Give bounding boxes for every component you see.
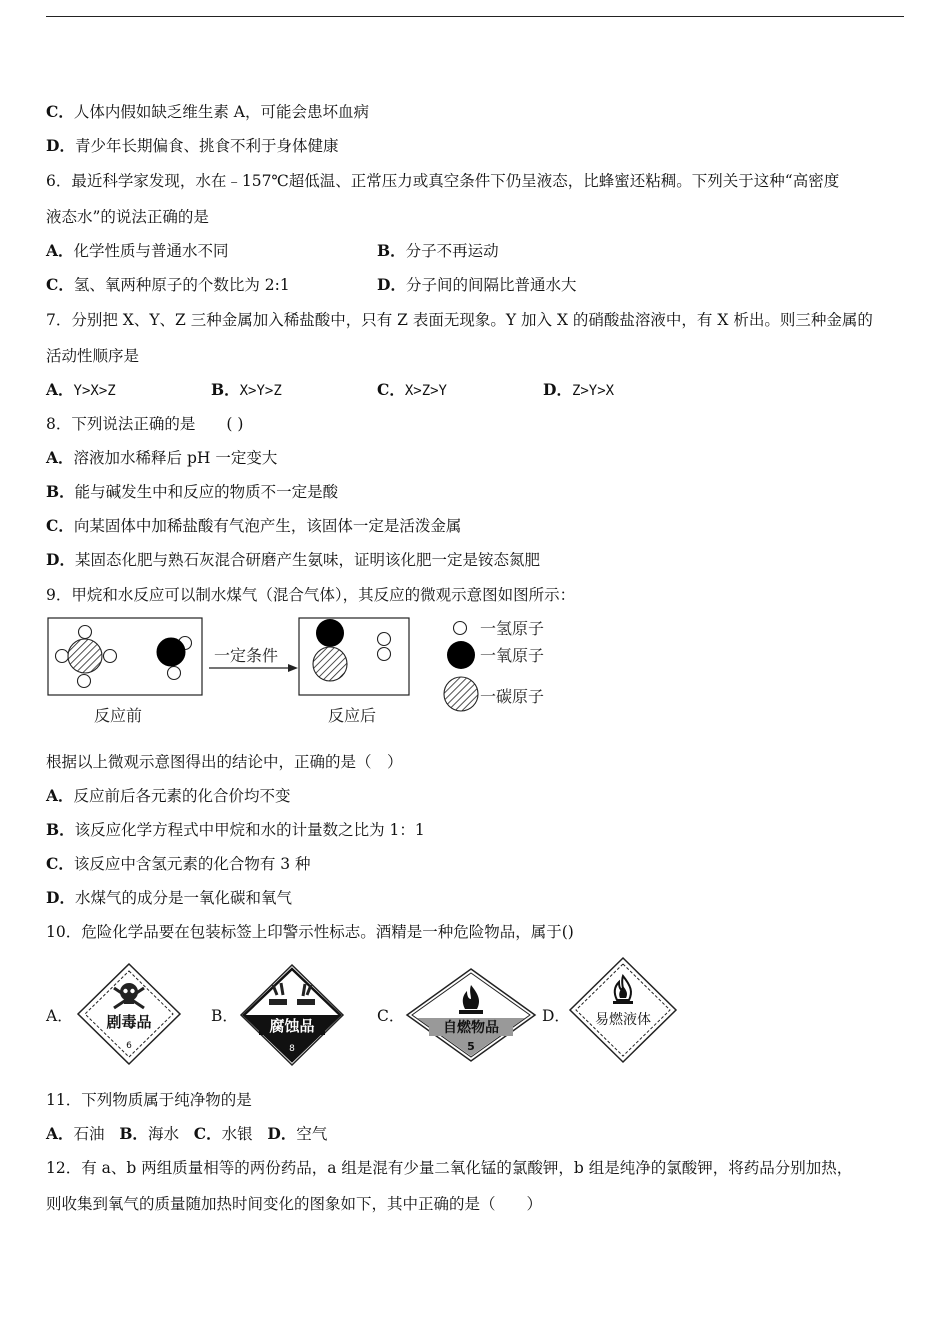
q10-option-a-label: A． — [46, 1007, 73, 1025]
toxic-sign-number: 6 — [126, 1041, 132, 1051]
q6-stem-line2: 液态水”的说法正确的是 — [46, 208, 209, 226]
q6-option-c: C．氢、氧两种原子的个数比为 2:1 — [46, 275, 290, 294]
after-label: 反应后 — [328, 706, 377, 725]
q7-option-a: A．Y>X>Z — [46, 380, 116, 399]
q8-option-b: B．能与碱发生中和反应的物质不一定是酸 — [46, 482, 339, 501]
spontaneous-combustion-sign — [405, 967, 537, 1063]
q9-option-c: C．该反应中含氢元素的化合物有 3 种 — [46, 854, 311, 873]
q8-stem: 8．下列说法正确的是 ( ) — [46, 415, 244, 433]
spontaneous-combustion-label: 自燃物品 — [443, 1020, 499, 1036]
flammable-liquid-sign — [568, 956, 678, 1064]
q9-option-b: B．该反应化学方程式中甲烷和水的计量数之比为 1：1 — [46, 820, 425, 839]
q7-option-b: B．X>Y>Z — [211, 380, 282, 399]
toxic-sign-label: 剧毒品 — [106, 1013, 152, 1031]
q6-stem-line1: 6．最近科学家发现，水在﹣157℃超低温、正常压力或真空条件下仍呈液态，比蜂蜜还粘稠。下列关于这种“高密度 — [46, 172, 840, 190]
q9-question: 根据以上微观示意图得出的结论中，正确的是（ ） — [46, 753, 403, 771]
legend-hydrogen-icon — [454, 622, 467, 635]
reaction-diagram — [44, 612, 574, 732]
q9-option-d: D．水煤气的成分是一氧化碳和氧气 — [46, 888, 292, 907]
q6-option-d: D．分子间的间隔比普通水大 — [377, 275, 577, 294]
q8-option-d: D．某固态化肥与熟石灰混合研磨产生氨味，证明该化肥一定是铵态氮肥 — [46, 550, 540, 569]
legend-hydrogen: 一氢原子 — [480, 619, 545, 638]
q12-stem-line2: 则收集到氧气的质量随加热时间变化的图象如下，其中正确的是（ ） — [46, 1195, 543, 1213]
q10-option-d-label: D． — [542, 1007, 570, 1025]
legend-oxygen: 一氧原子 — [480, 646, 545, 665]
q10-option-c-label: C． — [377, 1007, 405, 1025]
q9-stem: 9．甲烷和水反应可以制水煤气（混合气体），其反应的微观示意图如图所示： — [46, 586, 576, 604]
header-rule — [46, 16, 904, 17]
q7-stem-line2: 活动性顺序是 — [46, 347, 140, 365]
corrosive-sign-number: 8 — [289, 1044, 295, 1054]
q5-option-c: C．人体内假如缺乏维生素 A，可能会患坏血病 — [46, 102, 369, 121]
q8-option-a: A．溶液加水稀释后 pH 一定变大 — [46, 448, 278, 467]
q11-stem: 11．下列物质属于纯净物的是 — [46, 1091, 252, 1109]
q7-option-d: D．Z>Y>X — [543, 380, 615, 399]
flammable-liquid-label: 易燃液体 — [595, 1012, 651, 1028]
corrosive-sign-label: 腐蚀品 — [269, 1017, 315, 1035]
q9-option-a: A．反应前后各元素的化合价均不变 — [46, 786, 291, 805]
q10-option-b-label: B． — [211, 1007, 238, 1025]
legend-oxygen-icon — [447, 641, 475, 669]
q6-option-b: B．分子不再运动 — [377, 241, 499, 260]
q5-option-d: D．青少年长期偏食、挑食不利于身体健康 — [46, 136, 339, 155]
spontaneous-combustion-number: 5 — [467, 1040, 475, 1053]
q12-stem-line1: 12．有 a、b 两组质量相等的两份药品，a 组是混有少量二氧化锰的氯酸钾，b 组是纯净的氯酸钾，将药品分别加热， — [46, 1159, 853, 1177]
q10-stem: 10．危险化学品要在包装标签上印警示性标志。酒精是一种危险物品，属于() — [46, 923, 574, 941]
condition-label: 一定条件 — [214, 646, 279, 665]
q7-stem-line1: 7．分别把 X、Y、Z 三种金属加入稀盐酸中，只有 Z 表面无现象。Y 加入 X 的硝酸盐溶液中，有 X 析出。则三种金属的 — [46, 311, 873, 329]
q11-options: A．石油 B．海水 C．水银 D．空气 — [46, 1124, 328, 1143]
q8-option-c: C．向某固体中加稀盐酸有气泡产生，该固体一定是活泼金属 — [46, 516, 462, 535]
q6-option-a: A．化学性质与普通水不同 — [46, 241, 229, 260]
legend-carbon-icon — [444, 677, 478, 711]
q7-option-c: C．X>Z>Y — [377, 380, 447, 399]
legend-carbon: 一碳原子 — [480, 687, 545, 706]
toxic-sign — [76, 962, 182, 1066]
corrosive-sign — [239, 963, 345, 1067]
before-label: 反应前 — [94, 706, 143, 725]
